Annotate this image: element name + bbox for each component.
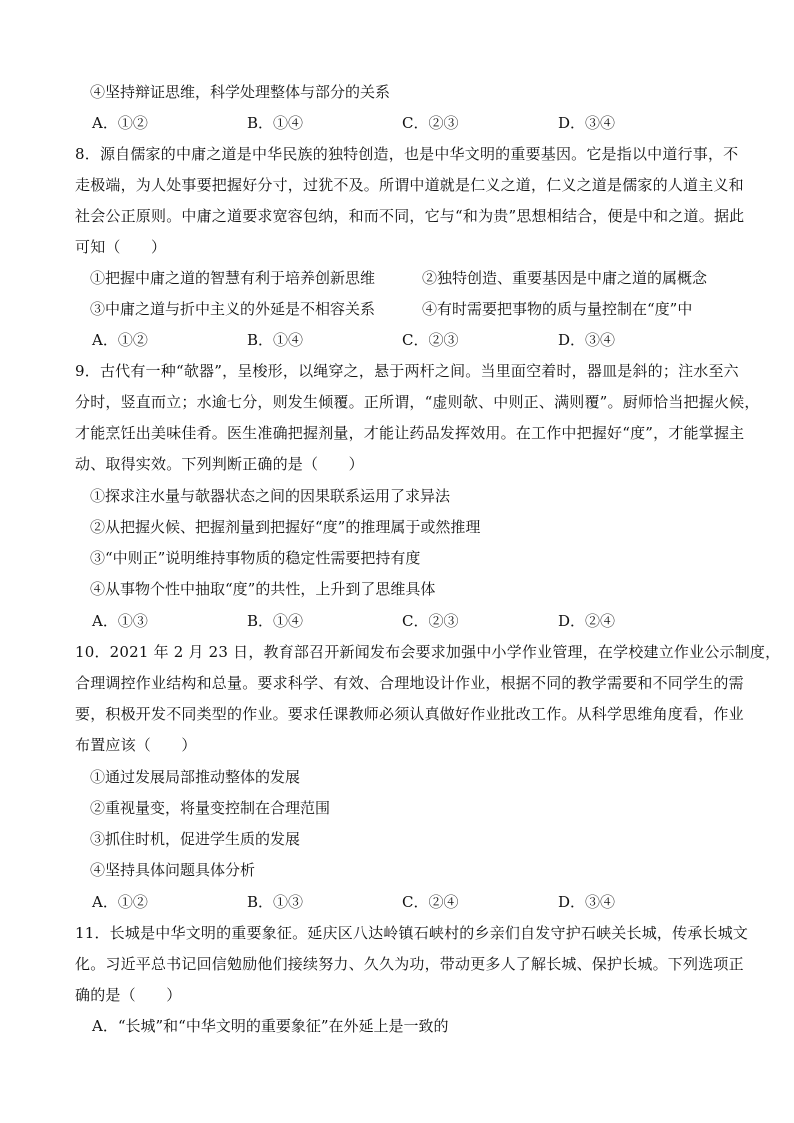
q10-answer-c[interactable]: C．②④ [402, 893, 459, 911]
q10-stem-line: 布置应该（ ） [75, 736, 197, 754]
q10-answer-b[interactable]: B．①③ [247, 893, 304, 911]
q8-answer-a[interactable]: A．①② [92, 331, 148, 349]
q9-answer-a[interactable]: A．①③ [92, 612, 148, 630]
q10-option-4: ④坚持具体问题具体分析 [90, 861, 256, 879]
q10-answer-a[interactable]: A．①② [92, 893, 148, 911]
q9-option-2: ②从把握火候、把握剂量到把握好“度”的推理属于或然推理 [90, 518, 481, 536]
q8-option-2: ②独特创造、重要基因是中庸之道的属概念 [422, 269, 708, 287]
q8-answer-row [92, 330, 712, 350]
q9-option-4: ④从事物个性中抽取“度”的共性，上升到了思维具体 [90, 580, 436, 598]
q9-option-1: ①探求注水量与欹器状态之间的因果联系运用了求异法 [90, 487, 451, 505]
q10-answer-d[interactable]: D．③④ [558, 893, 616, 911]
q9-answer-b[interactable]: B．①④ [247, 612, 304, 630]
q7-option-4: ④坚持辩证思维，科学处理整体与部分的关系 [90, 83, 391, 101]
q10-answer-row [92, 892, 712, 912]
q8-stem-line: 走极端，为人处事要把握好分寸，过犹不及。所谓中道就是仁义之道，仁义之道是儒家的人道主义和 [75, 176, 744, 194]
q8-stem-line: 8．源自儒家的中庸之道是中华民族的独特创造，也是中华文明的重要基因。它是指以中道行事，不 [75, 145, 739, 163]
q10-option-1: ①通过发展局部推动整体的发展 [90, 768, 301, 786]
q8-stem-line: 社会公正原则。中庸之道要求宽容包纳，和而不同，它与“和为贵”思想相结合，便是中和之道。据此 [75, 207, 745, 225]
q10-option-2: ②重视量变，将量变控制在合理范围 [90, 799, 331, 817]
q9-answer-d[interactable]: D．②④ [558, 612, 616, 630]
q8-answer-d[interactable]: D．③④ [558, 331, 616, 349]
q10-stem-line: 10．2021 年 2 月 23 日，教育部召开新闻发布会要求加强中小学作业管理，在学校建立作业公示制度， [75, 643, 781, 661]
q10-stem-line: 合理调控作业结构和总量。要求科学、有效、合理地设计作业，根据不同的教学需要和不同学生的需 [75, 674, 744, 692]
q8-answer-c[interactable]: C．②③ [402, 331, 459, 349]
q8-option-4: ④有时需要把事物的质与量控制在“度”中 [422, 300, 693, 318]
q7-answer-d[interactable]: D．③④ [558, 114, 616, 132]
q10-option-3: ③抓住时机，促进学生质的发展 [90, 830, 301, 848]
q11-stem-line: 确的是（ ） [75, 986, 182, 1004]
q9-stem-line: 分时，竖直而立；水逾七分，则发生倾覆。正所谓，“虚则欹、中则正、满则覆”。厨师恰当把握火候， [75, 393, 760, 411]
q8-option-3: ③中庸之道与折中主义的外延是不相容关系 [90, 300, 376, 318]
q7-answer-b[interactable]: B．①④ [247, 114, 304, 132]
q9-stem-line: 9．古代有一种“欹器”，呈梭形，以绳穿之，悬于两杆之间。当里面空着时，器皿是斜的；注水至六 [75, 362, 739, 380]
q11-stem-line: 化。习近平总书记回信勉励他们接续努力、久久为功，带动更多人了解长城、保护长城。下列选项正 [75, 955, 744, 973]
q11-stem-line: 11．长城是中华文明的重要象征。延庆区八达岭镇石峡村的乡亲们自发守护石峡关长城，传承长城文 [75, 924, 749, 942]
q8-stem-line: 可知（ ） [75, 238, 167, 256]
q9-answer-c[interactable]: C．②③ [402, 612, 459, 630]
q10-stem-line: 要，积极开发不同类型的作业。要求任课教师必须认真做好作业批改工作。从科学思维角度看，作业 [75, 705, 744, 723]
q9-stem-line: 才能烹饪出美味佳肴。医生准确把握剂量，才能让药品发挥效用。在工作中把握好“度”，才能掌握主 [75, 424, 745, 442]
q8-answer-b[interactable]: B．①④ [247, 331, 304, 349]
q7-answer-c[interactable]: C．②③ [402, 114, 459, 132]
q9-stem-line: 动、取得实效。下列判断正确的是（ ） [75, 455, 364, 473]
q9-answer-row [92, 611, 712, 631]
q7-answer-a[interactable]: A．①② [92, 114, 148, 132]
q8-option-1: ①把握中庸之道的智慧有利于培养创新思维 [90, 269, 376, 287]
q9-option-3: ③“中则正”说明维持事物质的稳定性需要把持有度 [90, 549, 421, 567]
q11-option-a[interactable]: A．“长城”和“中华文明的重要象征”在外延上是一致的 [92, 1017, 449, 1035]
q7-answer-row [92, 113, 712, 133]
